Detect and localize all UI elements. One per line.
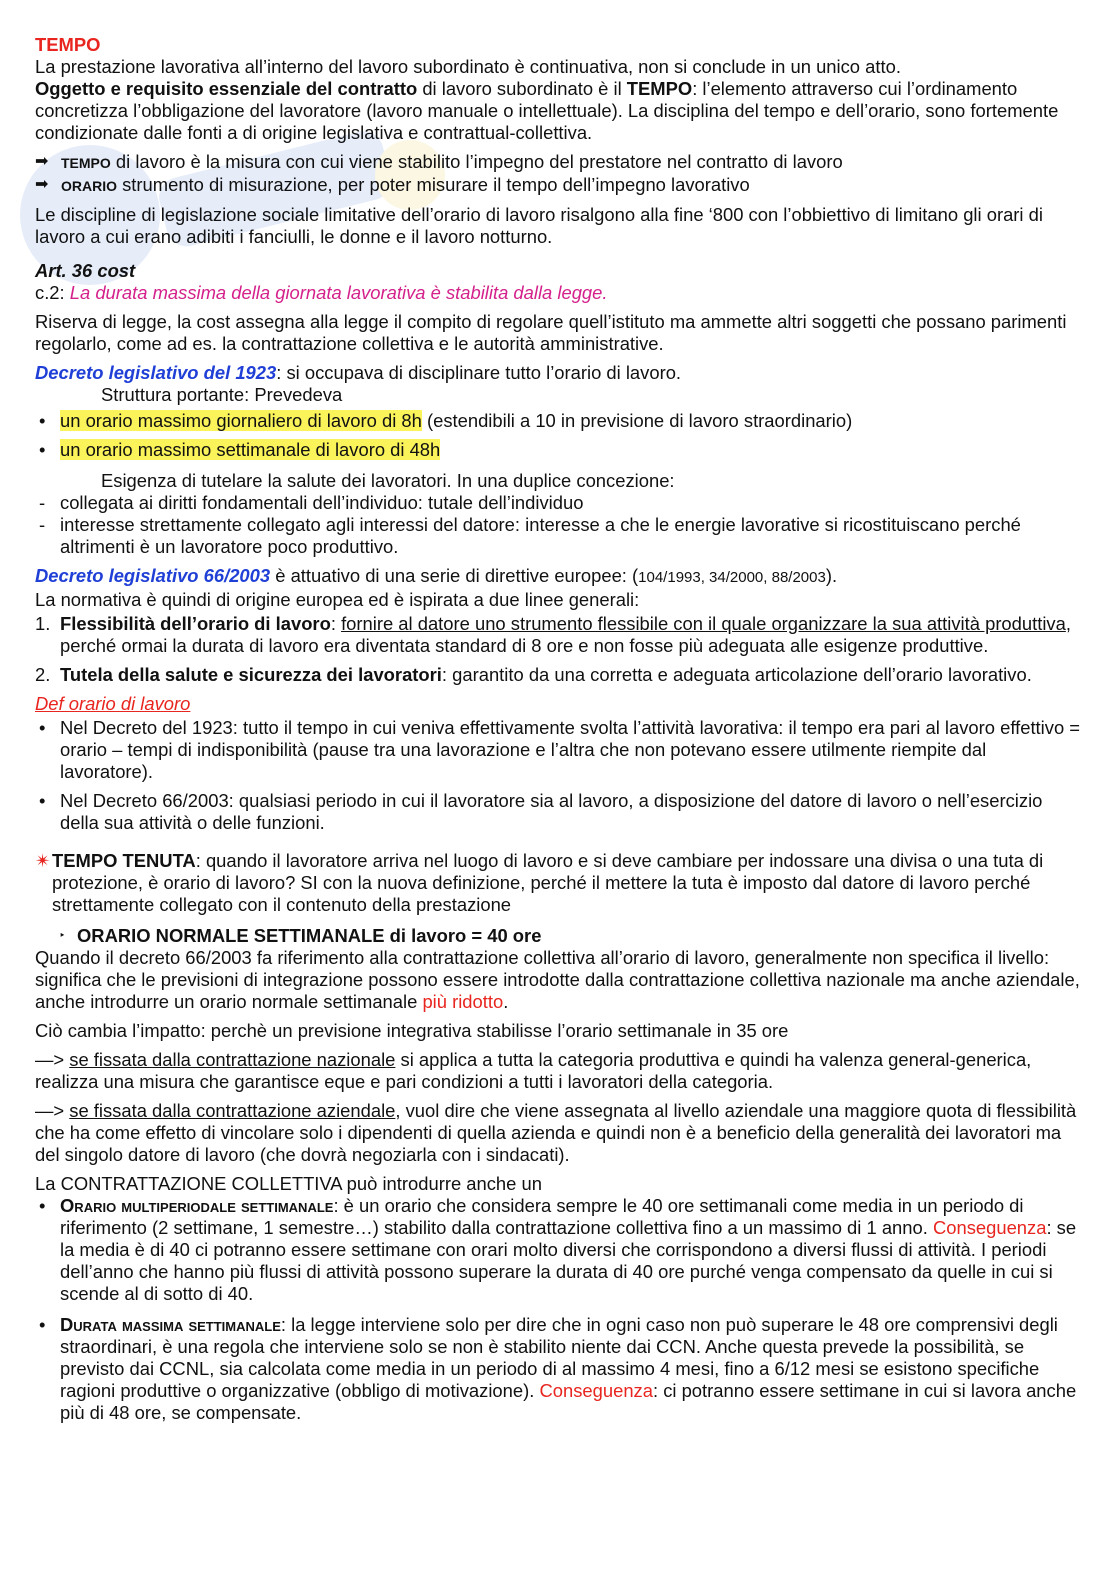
tempo-tenuta: ✴ TEMPO TENUTA: quando il lavoratore arriva nel luogo di lavoro e si deve cambiare per indossare una divisa o una tuta di protezione, è orario di lavoro? SI con la nuova definizione, perché il mettere la tuta è imposto dal datore di lavoro perché strettamente collegato con il contenuto della prestazione bbox=[35, 850, 1044, 915]
list-item-durata-massima: • Durata massima settimanale: la legge interviene solo per dire che in ogni caso non può superare le 48 ore comprensivi degli straordinari, è una regola che interviene solo se non è stabilito niente dai CCN. Anche questa prevede la possibilità, se previsto dai CCNL, sia calcolata come media in un periodo di al massimo 4 mesi, fino a 6/12 mesi se esistono specifiche ragioni produttive o organizzative (obbligo di motivazione). Conseguenza: ci potranno essere settimane in cui si lavora anche più di 48 ore, se compensate. bbox=[35, 1314, 1083, 1424]
arrow-item-tempo: ➡ TEMPO di lavoro è la misura con cui viene stabilito l’impegno del prestatore nel contratto di lavoro bbox=[35, 151, 843, 172]
numbered-item-1: 1. Flessibilità dell’orario di lavoro: fornire al datore uno strumento flessibile con il quale organizzare la sua attività produttiva, perché ormai la durata di lavoro era diventata standard di 8 ore e non fosse più adeguata alle esigenze produttive. bbox=[35, 613, 1071, 656]
arrow-icon: ➡ bbox=[35, 176, 49, 193]
arrow-icon: ➡ bbox=[35, 153, 49, 170]
def-item-66: • Nel Decreto 66/2003: qualsiasi periodo in cui il lavoratore sia al lavoro, a disposizione del datore di lavoro o nell’esercizio della sua attività o delle funzioni. bbox=[35, 790, 1083, 834]
paragraph-quando: Quando il decreto 66/2003 fa riferimento alla contrattazione collettiva all’orario di lavoro, generalmente non specifica il livello: significa che le previsioni di integrazione possono essere introdotte dalla contrattazione collettiva nazionale ma anche aziendale, anche introdurre un orario normale settimanale più ridotto. bbox=[35, 947, 1080, 1012]
decreto-1923-heading: Decreto legislativo del 1923: si occupava di disciplinare tutto l’orario di lavoro. bbox=[35, 362, 682, 383]
numbered-item-2: 2. Tutela della salute e sicurezza dei lavoratori: garantito da una corretta e adeguata articolazione dell’orario lavorativo. bbox=[35, 664, 1032, 685]
paragraph-contrattazione: La CONTRATTAZIONE COLLETTIVA può introdurre anche un bbox=[35, 1173, 542, 1194]
document-page bbox=[35, 34, 1083, 1424]
arrow-item-orario: ➡ ORARIO strumento di misurazione, per poter misurare il tempo dell’impegno lavorativo bbox=[35, 174, 750, 195]
paragraph-oggetto: Oggetto e requisito essenziale del contratto di lavoro subordinato è il TEMPO: l’elemento attraverso cui l’ordinamento concretizza l’obbligazione del lavoratore (lavoro manuale o intellettuale). La disciplina del tempo e dell’orario, sono fortemente condizionate dalle fonti a di origine legislativa e contrattual-collettiva. bbox=[35, 78, 1059, 143]
struttura-portante: Struttura portante: Prevedeva bbox=[101, 384, 343, 405]
dash-icon: - bbox=[39, 492, 46, 513]
art-heading: Art. 36 cost bbox=[35, 260, 136, 281]
star-icon: ✴ bbox=[35, 850, 51, 871]
list-item-multiperiodale: • Orario multiperiodale settimanale: è un orario che considera sempre le 40 ore settimanali come media in un periodo di riferimento (2 settimane, 1 semestre…) stabilito dalla contrattazione collettiva fino a un massimo di 1 anno. Conseguenza: se la media è di 40 ci potranno essere settimane con orari molto diversi che corrispondono a diversi flussi di attività. I periodi dell’anno che hanno più flussi di attività possono superare la durata di 40 ore purché venga compensato da quelle in cui si scende al di sotto di 40. bbox=[35, 1195, 1083, 1305]
def-item-1923: • Nel Decreto del 1923: tutto il tempo in cui veniva effettivamente svolta l’attività lavorativa: il tempo era pari al lavoro effettivo = orario – tempi di indisponibilità (pause tra una lavorazione e l’altra che non potevano essere utilmente riempite dal lavoratore). bbox=[35, 717, 1083, 783]
bullet-icon: • bbox=[39, 790, 46, 811]
dash-item-2: - interesse strettamente collegato agli interessi del datore: interesse a che le energie lavorative si ricostituiscano perché altrimenti è un lavoratore poco produttivo. bbox=[35, 514, 1083, 558]
esigenza: Esigenza di tutelare la salute dei lavoratori. In una duplice concezione: bbox=[101, 470, 675, 491]
bullet-icon: • bbox=[39, 1314, 46, 1335]
list-item-48h: • un orario massimo settimanale di lavoro di 48h bbox=[35, 439, 1083, 461]
paragraph-aziendale: —> se fissata dalla contrattazione aziendale, vuol dire che viene assegnata al livello aziendale una maggiore quota di flessibilità che ha come effetto di vincolare solo i dipendenti di quella azienda e quindi non è a beneficio della generalità dei lavoratori ma del singolo datore di lavoro (che dovrà negoziarla con i sindacati). bbox=[35, 1100, 1077, 1165]
def-heading: Def orario di lavoro bbox=[35, 693, 191, 714]
paragraph-cio: Ciò cambia l’impatto: perchè un previsione integrativa stabilisse l’orario settimanale in 35 ore bbox=[35, 1020, 789, 1041]
list-item-8h: • un orario massimo giornaliero di lavoro di 8h (estendibili a 10 in previsione di lavoro straordinario) bbox=[35, 410, 1083, 432]
paragraph-discipline: Le discipline di legislazione sociale limitative dell’orario di lavoro risalgono alla fine ‘800 con l’obbiettivo di limitano gli orari di lavoro a cui erano adibiti i fanciulli, le donne e il lavoro notturno. bbox=[35, 204, 1043, 247]
decreto-66-heading: Decreto legislativo 66/2003 è attuativo di una serie di direttive europee: (104/1993, 34/2000, 88/2003). bbox=[35, 565, 838, 586]
section-title: TEMPO bbox=[35, 34, 101, 55]
paragraph-intro: La prestazione lavorativa all’interno del lavoro subordinato è continuativa, non si conclude in un unico atto. bbox=[35, 56, 901, 77]
paragraph-riserva: Riserva di legge, la cost assegna alla legge il compito di regolare quell’istituto ma ammette altri soggetti che possano parimenti regolarlo, come ad es. la contrattazione collettiva e le autorità amministrative. bbox=[35, 311, 1067, 354]
triangle-bullet-icon: ‣ bbox=[59, 930, 66, 942]
dash-icon: - bbox=[39, 514, 46, 535]
art-comma-2: c.2: La durata massima della giornata lavorativa è stabilita dalla legge. bbox=[35, 282, 608, 303]
dash-item-1: - collegata ai diritti fondamentali dell’individuo: tutale dell’individuo bbox=[35, 492, 1083, 514]
bullet-icon: • bbox=[39, 1195, 46, 1216]
paragraph-nazionale: —> se fissata dalla contrattazione nazionale si applica a tutta la categoria produttiva e quindi ha valenza general-generica, realizza una misura che garantisce eque e pari condizioni a tutti i lavoratori della categoria. bbox=[35, 1049, 1032, 1092]
bullet-icon: • bbox=[39, 717, 46, 738]
bullet-icon: • bbox=[39, 439, 46, 460]
paragraph-normativa: La normativa è quindi di origine europea ed è ispirata a due linee generali: bbox=[35, 589, 640, 610]
bullet-icon: • bbox=[39, 410, 46, 431]
orario-normale: ‣ ORARIO NORMALE SETTIMANALE di lavoro = 40 ore bbox=[35, 925, 1083, 947]
